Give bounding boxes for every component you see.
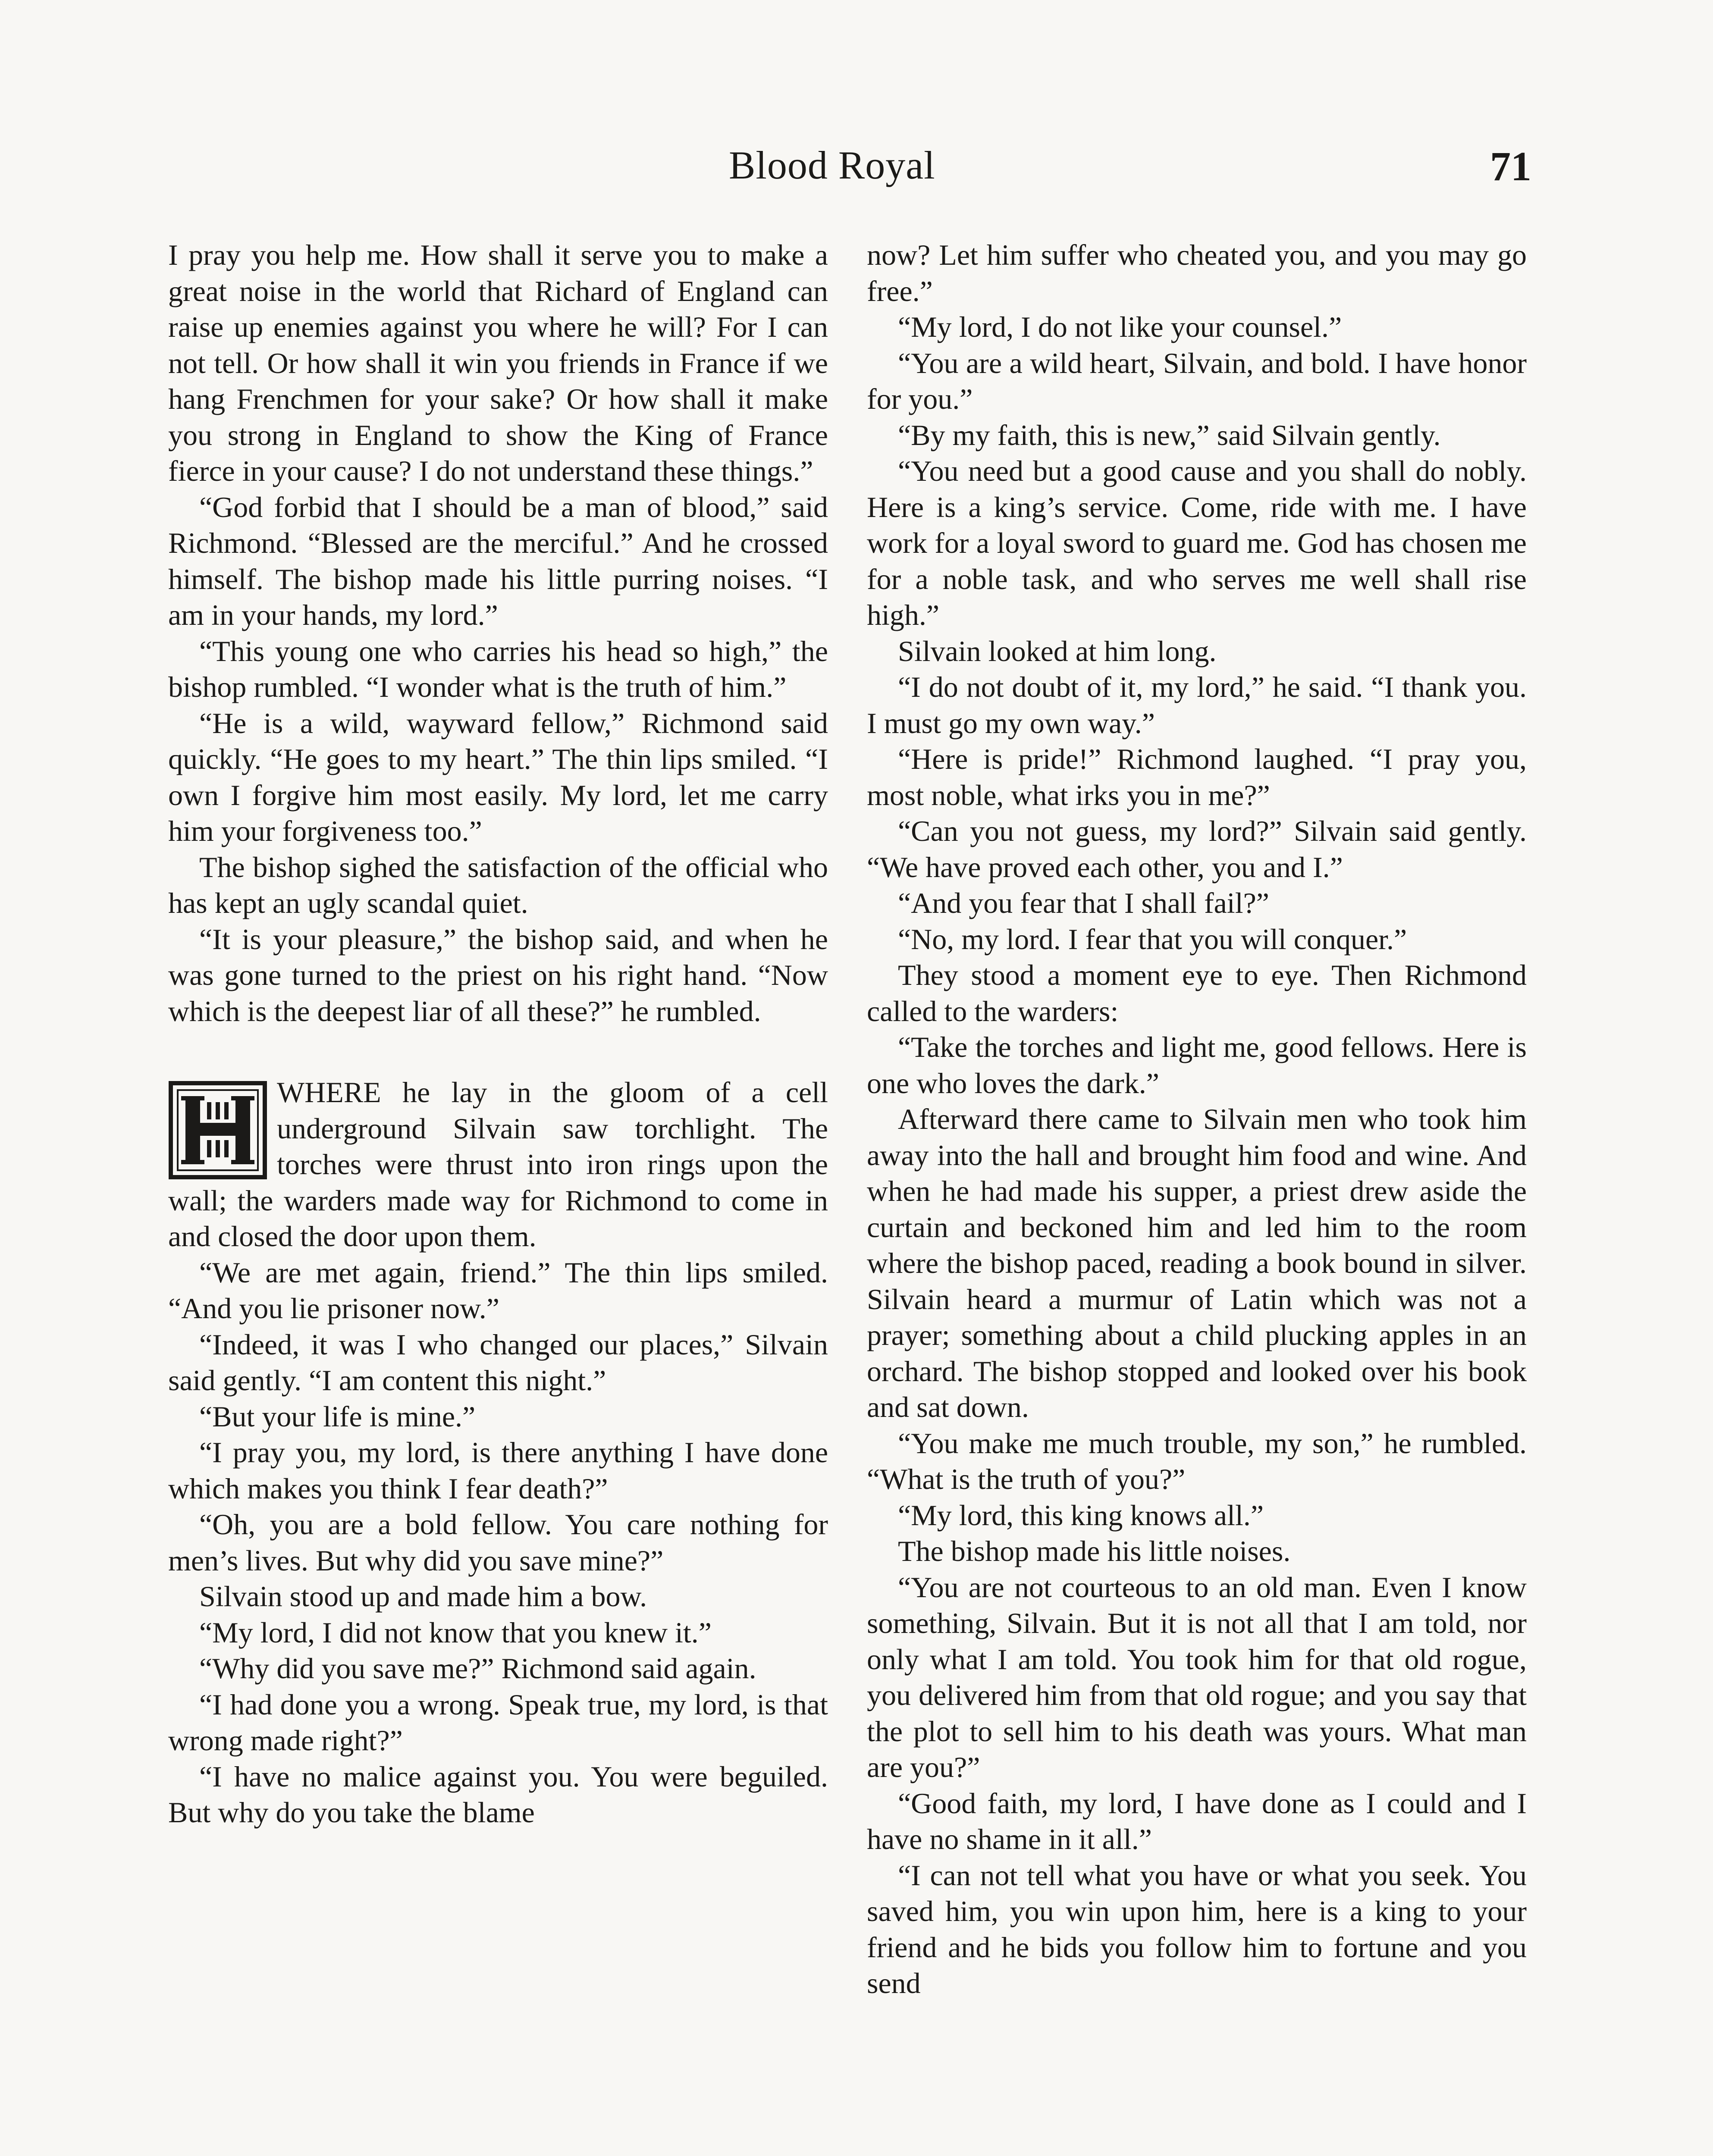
paragraph: now? Let him suffer who cheated you, and you may go free.” (867, 238, 1527, 307)
paragraph: “He is a wild, wayward fellow,” Richmond said quickly. “He goes to my heart.” The thin lips smiled. “I own I forgive him most easily. My lord, let me carry him your forgiveness too.” (168, 706, 828, 847)
paragraph: “We are met again, friend.” The thin lips smiled. “And you lie prisoner now.” (168, 1256, 828, 1325)
paragraph: “Here is pride!” Richmond laughed. “I pray you, most noble, what irks you in me?” (867, 743, 1527, 812)
paragraph: “I had done you a wrong. Speak true, my lord, is that wrong made right?” (168, 1688, 828, 1757)
left-paragraphs-after-break (168, 1255, 828, 1831)
paragraph: “You are not courteous to an old man. Even I know something, Silvain. But it is not all that I am told, nor only what I am told. You took him for that old rogue, you delivered him from that old rogue; and you say that the plot to sell him to his death was yours. What man are you?” (867, 1570, 1527, 1783)
paragraph: “It is your pleasure,” the bishop said, and when he was gone turned to the priest on his right hand. “Now which is the deepest liar of all these?” he rumbled. (168, 922, 828, 1028)
paragraph: “But your life is mine.” (199, 1400, 476, 1433)
paragraph: The bishop made his little noises. (898, 1535, 1291, 1567)
paragraph: “Good faith, my lord, I have done as I could and I have no shame in it all.” (867, 1786, 1527, 1855)
paragraph: “My lord, I do not like your counsel.” (898, 310, 1342, 343)
paragraph: “You need but a good cause and you shall do nobly. Here is a king’s service. Come, ride with me. I have work for a loyal sword to guard me. God has chosen me for a noble task, and who serves me well shall rise high.” (867, 454, 1527, 631)
right-paragraphs (867, 237, 1527, 2002)
paragraph: “You make me much trouble, my son,” he rumbled. “What is the truth of you?” (867, 1426, 1527, 1495)
paragraph: “And you fear that I shall fail?” (898, 887, 1269, 919)
paragraph: “Can you not guess, my lord?” Silvain said gently. “We have proved each other, you and I.” (867, 815, 1527, 884)
paragraph: “By my faith, this is new,” said Silvain gently. (898, 418, 1441, 451)
page-number: 71 (1490, 143, 1531, 189)
dropcap-paragraph (168, 1075, 828, 1255)
paragraph: “This young one who carries his head so high,” the bishop rumbled. “I wonder what is the truth of him.” (168, 634, 828, 703)
paragraph: “Oh, you are a bold fellow. You care nothing for men’s lives. But why did you save mine?” (168, 1508, 828, 1577)
left-text-column (168, 237, 828, 2156)
right-text-column (867, 237, 1527, 2156)
paragraph: I pray you help me. How shall it serve you to make a great noise in the world that Richard of England can raise up enemies against you where he will? For I can not tell. Or how shall it win you friends in France if we hang Frenchmen for your sake? Or how shall it make you strong in England to show the King of France fierce in your cause? I do not understand these things.” (168, 238, 828, 487)
paragraph: The bishop sighed the satisfaction of the official who has kept an ugly scandal quiet. (168, 850, 828, 919)
paragraph: “Why did you save me?” Richmond said again. (199, 1652, 756, 1685)
paragraph: “My lord, I did not know that you knew it.” (199, 1616, 712, 1649)
paragraph: “Indeed, it was I who changed our places,” Silvain said gently. “I am content this night.” (168, 1328, 828, 1397)
paragraph: “God forbid that I should be a man of blood,” said Richmond. “Blessed are the merciful.” And he crossed himself. The bishop made his little purring noises. “I am in your hands, my lord.” (168, 490, 828, 631)
paragraph: “My lord, this king knows all.” (898, 1498, 1264, 1532)
paragraph: “I can not tell what you have or what you seek. You saved him, you win upon him, here is a king to your friend and he bids you follow him to fortune and you send (867, 1858, 1527, 1999)
paragraph: Afterward there came to Silvain men who took him away into the hall and brought him food and wine. And when he had made his supper, a priest drew aside the curtain and beckoned him and led him to the room where the bishop paced, reading a book bound in silver. Silvain heard a murmur of Latin which was not a prayer; something about a child plucking apples in an orchard. The bishop stopped and looked over his book and sat down. (867, 1103, 1527, 1423)
paragraph: “No, my lord. I fear that you will conquer.” (898, 922, 1407, 956)
left-paragraphs-before-break (168, 237, 828, 1029)
paragraph: “I pray you, my lord, is there anything I have done which makes you think I fear death?” (168, 1436, 828, 1505)
running-title: Blood Royal (729, 143, 935, 187)
paragraph: They stood a moment eye to eye. Then Richmond called to the warders: (867, 959, 1527, 1028)
paragraph: “I have no malice against you. You were beguiled. But why do you take the blame (168, 1760, 828, 1829)
section-break (168, 1029, 828, 1075)
ornamental-dropcap-h-icon (168, 1081, 267, 1180)
paragraph: “I do not doubt of it, my lord,” he said. “I thank you. I must go my own way.” (867, 671, 1527, 740)
paragraph: “Take the torches and light me, good fellows. Here is one who loves the dark.” (867, 1031, 1527, 1100)
paragraph: Silvain stood up and made him a bow. (199, 1580, 647, 1613)
paragraph: “You are a wild heart, Silvain, and bold. I have honor for you.” (867, 346, 1527, 415)
paragraph: Silvain looked at him long. (898, 634, 1217, 667)
dropcap-paragraph-text: WHERE he lay in the gloom of a cell underground Silvain saw torchlight. The torches were thrust into iron rings upon the wall; the warders made way for Richmond to come in and closed the door upon them. (168, 1076, 828, 1253)
